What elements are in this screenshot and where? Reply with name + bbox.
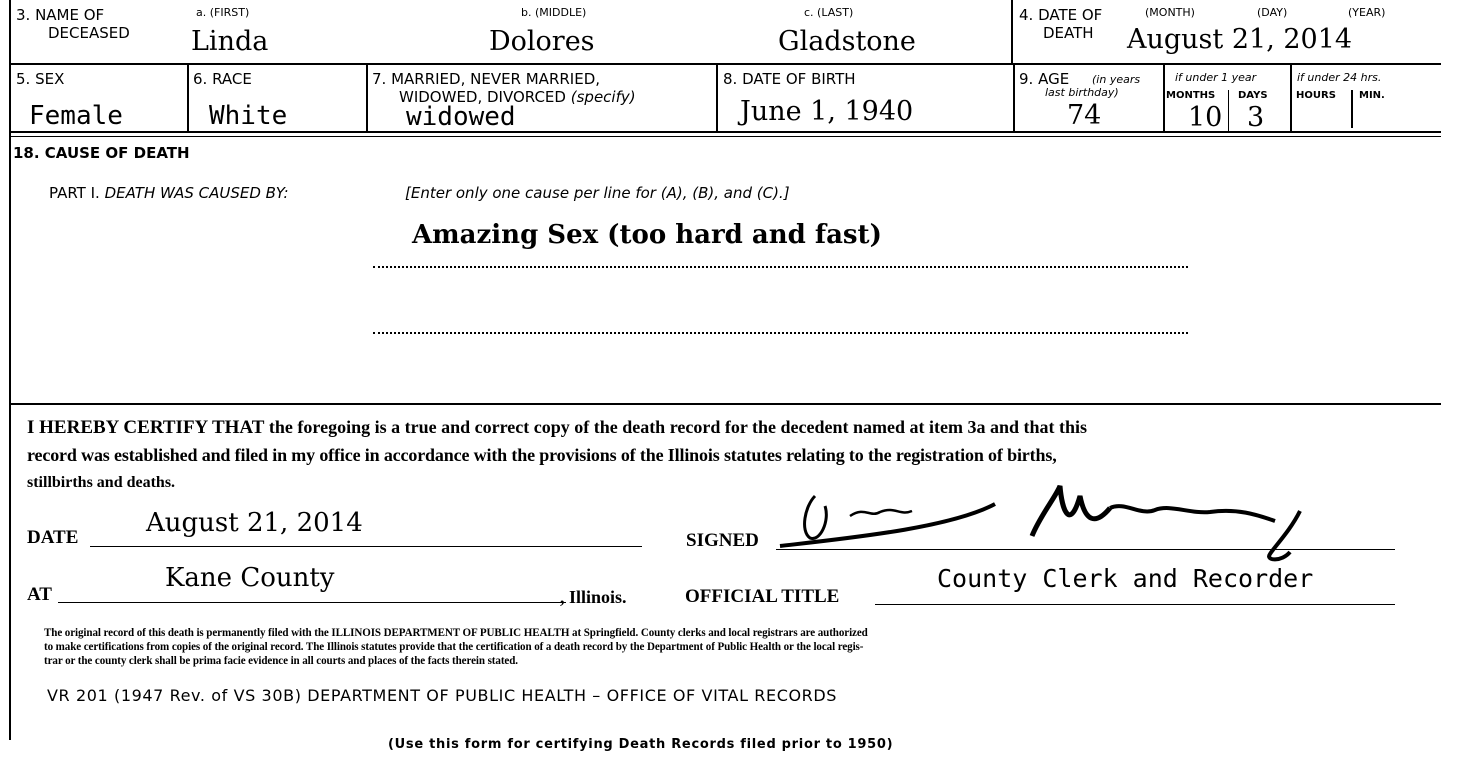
footer-note-line3: trar or the county clerk shall be prima facie evidence in all courts and places of the facts therein stated. (44, 653, 518, 667)
row2-divider-race (187, 64, 189, 132)
first-name-value: Linda (191, 26, 269, 57)
cert-line1 (27, 414, 1087, 441)
usage-note: (Use this form for certifying Death Records filed prior to 1950) (388, 737, 894, 752)
row2-bottom-rule-double (9, 136, 1441, 137)
cert-line1-rest: the foregoing is a true and correct copy of the death record for the decedent named at item 3a and that this (264, 417, 1087, 437)
days-value: 3 (1247, 102, 1265, 133)
official-title-value: County Clerk and Recorder (937, 564, 1314, 593)
row2-bottom-rule (9, 131, 1441, 133)
cert-lead: I HEREBY CERTIFY THAT (27, 417, 265, 438)
at-underline (58, 602, 566, 603)
middle-name-label: b. (MIDDLE) (521, 6, 587, 19)
dob-value: June 1, 1940 (740, 96, 914, 127)
at-value: Kane County (165, 563, 335, 593)
cause-of-death-title: 18. CAUSE OF DEATH (13, 144, 190, 162)
cause-line-a-dots (373, 266, 1188, 268)
row2-divider-dob (716, 64, 718, 132)
marital-value: widowed (406, 102, 516, 132)
age-note-line1: (in years (1092, 73, 1141, 86)
date-label: DATE (27, 527, 79, 548)
part1-prefix: PART I. (49, 184, 100, 202)
under1-label: if under 1 year (1175, 71, 1257, 84)
death-day-label: (DAY) (1257, 6, 1288, 19)
at-label: AT (27, 584, 52, 605)
part1-label (49, 185, 289, 201)
cause-instruction: [Enter only one cause per line for (A), (B), and (C).] (405, 184, 790, 202)
row2-divider-marital (366, 64, 368, 132)
hours-label: HOURS (1296, 90, 1336, 101)
last-name-label: c. (LAST) (804, 6, 854, 19)
signed-label: SIGNED (686, 530, 759, 551)
cause-bottom-rule (9, 403, 1441, 405)
marital-specify-note: (specify) (570, 88, 636, 106)
footer-note-line1: The original record of this death is permanently filed with the ILLINOIS DEPARTMENT OF PUBLIC HEALTH at Springfield. County clerks and local registrars are authorized (44, 625, 868, 639)
official-title-label: OFFICIAL TITLE (685, 586, 840, 607)
row1-divider-date (1011, 0, 1013, 64)
cert-line2: record was established and filed in my office in accordance with the provisions of the Illinois statutes relating to the registration of births, (27, 445, 1057, 465)
footer-note-line2: to make certifications from copies of the original record. The Illinois statutes provide that the certification of a death record by the Department of Public Health or the local regis- (44, 639, 864, 653)
row2-divider-under1 (1163, 64, 1165, 132)
item3-label-line2: DECEASED (48, 24, 130, 42)
age-note-line2: last birthday) (1045, 86, 1119, 99)
cause-line-b-dots (373, 332, 1188, 334)
row1-bottom-rule (9, 63, 1441, 65)
sex-label: 5. SEX (16, 70, 65, 88)
death-year-label: (YEAR) (1348, 6, 1386, 19)
signature-image (770, 476, 1330, 576)
months-label: MONTHS (1166, 90, 1216, 101)
minutes-label: MIN. (1359, 90, 1385, 101)
item4-label-line1: 4. DATE OF (1019, 6, 1103, 24)
row2-divider-age (1013, 64, 1015, 132)
age-value: 74 (1067, 100, 1102, 131)
under24-label: if under 24 hrs. (1297, 71, 1382, 84)
date-underline (90, 546, 642, 547)
row2-divider-under24 (1290, 64, 1292, 132)
sex-value: Female (29, 101, 123, 131)
item4-label-line2: DEATH (1043, 24, 1094, 42)
row2-divider-hours-min (1351, 90, 1353, 128)
middle-name-value: Dolores (489, 26, 595, 57)
marital-label-line1: 7. MARRIED, NEVER MARRIED, (372, 70, 601, 88)
cert-line3: stillbirths and deaths. (27, 474, 176, 491)
state-suffix: , Illinois. (560, 587, 627, 607)
item3-label-line1: 3. NAME OF (16, 6, 105, 24)
form-id-line: VR 201 (1947 Rev. of VS 30B) DEPARTMENT OF PUBLIC HEALTH – OFFICE OF VITAL RECORDS (47, 686, 838, 705)
days-label: DAYS (1238, 90, 1268, 101)
date-value: August 21, 2014 (146, 508, 363, 538)
marital-label-text: WIDOWED, DIVORCED (399, 88, 566, 106)
race-value: White (209, 101, 288, 131)
date-of-death-value: August 21, 2014 (1127, 24, 1353, 55)
dob-label: 8. DATE OF BIRTH (723, 70, 856, 88)
row2-divider-months-days (1228, 90, 1229, 132)
first-name-label: a. (FIRST) (196, 6, 250, 19)
age-label: 9. AGE (1019, 70, 1070, 88)
death-month-label: (MONTH) (1145, 6, 1195, 19)
form-left-border (9, 0, 11, 740)
months-value: 10 (1188, 102, 1223, 133)
official-title-underline (875, 604, 1395, 605)
part1-text: DEATH WAS CAUSED BY: (104, 184, 289, 202)
last-name-value: Gladstone (778, 26, 916, 57)
race-label: 6. RACE (193, 70, 252, 88)
cause-line-a-value: Amazing Sex (too hard and fast) (412, 220, 882, 250)
